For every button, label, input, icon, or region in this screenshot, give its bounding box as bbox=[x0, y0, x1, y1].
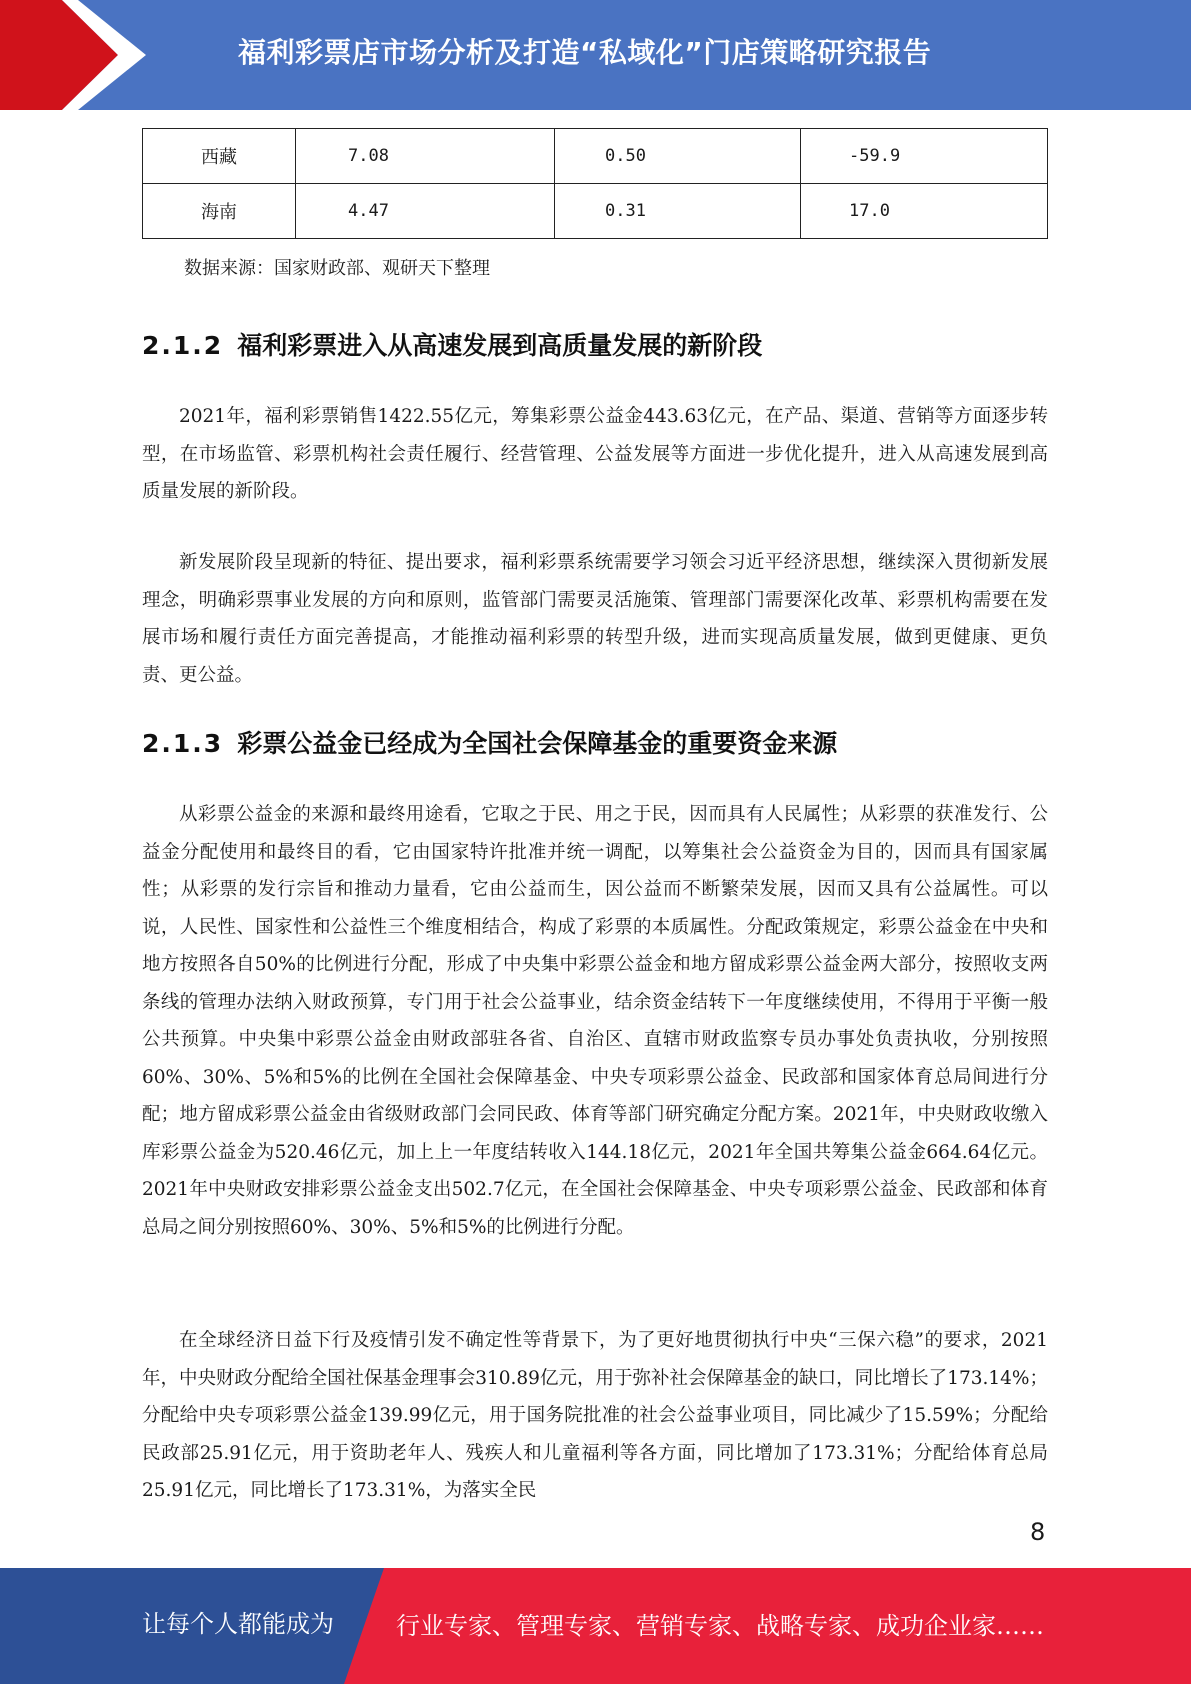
table-cell: 4.47 bbox=[296, 184, 555, 239]
data-source-note: 数据来源：国家财政部、观研天下整理 bbox=[184, 258, 490, 279]
page-header bbox=[0, 0, 1191, 110]
table-cell-region: 海南 bbox=[143, 184, 296, 239]
header-red-arrow bbox=[0, 0, 160, 110]
table-row bbox=[143, 184, 1048, 239]
table-cell: -59.9 bbox=[801, 129, 1048, 184]
report-title: 福利彩票店市场分析及打造“私域化”门店策略研究报告 bbox=[238, 36, 932, 69]
section-heading-2-1-3 bbox=[142, 724, 837, 760]
table-cell-region: 西藏 bbox=[143, 129, 296, 184]
footer-slogan-right: 行业专家、管理专家、营销专家、战略专家、成功企业家…… bbox=[396, 1612, 1044, 1640]
table-cell: 17.0 bbox=[801, 184, 1048, 239]
paragraph: 新发展阶段呈现新的特征、提出要求，福利彩票系统需要学习领会习近平经济思想，继续深入贯彻新发展理念，明确彩票事业发展的方向和原则，监管部门需要灵活施策、管理部门需要深化改革、彩票机构需要在发展市场和履行责任方面完善提高，才能推动福利彩票的转型升级，进而实现高质量发展，做到更健康、更负责、更公益。 bbox=[142, 552, 1048, 686]
section-number: 2.1.3 bbox=[142, 729, 224, 758]
table-cell: 0.31 bbox=[555, 184, 801, 239]
section-number: 2.1.2 bbox=[142, 331, 224, 360]
paragraph: 从彩票公益金的来源和最终用途看，它取之于民、用之于民，因而具有人民属性；从彩票的获准发行、公益金分配使用和最终目的看，它由国家特许批准并统一调配，以筹集社会公益资金为目的，因而具有国家属性；从彩票的发行宗旨和推动力量看，它由公益而生，因公益而不断繁荣发展，因而又具有公益属性。可以说，人民性、国家性和公益性三个维度相结合，构成了彩票的本质属性。分配政策规定，彩票公益金在中央和地方按照各自50%的比例进行分配，形成了中央集中彩票公益金和地方留成彩票公益金两大部分，按照收支两条线的管理办法纳入财政预算，专门用于社会公益事业，结余资金结转下一年度继续使用，不得用于平衡一般公共预算。中央集中彩票公益金由财政部驻各省、自治区、直辖市财政监察专员办事处负责执收，分别按照60%、30%、5%和5%的比例在全国社会保障基金、中央专项彩票公益金、民政部和国家体育总局间进行分配；地方留成彩票公益金由省级财政部门会同民政、体育等部门研究确定分配方案。2021年，中央财政收缴入库彩票公益金为520.46亿元，加上上一年度结转收入144.18亿元，2021年全国共筹集公益金664.64亿元。2021年中央财政安排彩票公益金支出502.7亿元，在全国社会保障基金、中央专项彩票公益金、民政部和体育总局之间分别按照60%、30%、5%和5%的比例进行分配。 bbox=[142, 804, 1048, 1238]
section-title: 福利彩票进入从高速发展到高质量发展的新阶段 bbox=[237, 331, 763, 360]
section-heading-2-1-2 bbox=[142, 326, 762, 362]
page-footer bbox=[0, 1568, 1191, 1684]
table-cell: 7.08 bbox=[296, 129, 555, 184]
data-table bbox=[142, 128, 1048, 239]
table-cell: 0.50 bbox=[555, 129, 801, 184]
paragraph: 在全球经济日益下行及疫情引发不确定性等背景下，为了更好地贯彻执行中央“三保六稳”的要求，2021年，中央财政分配给全国社保基金理事会310.89亿元，用于弥补社会保障基金的缺口，同比增长了173.14%；分配给中央专项彩票公益金139.99亿元，用于国务院批准的社会公益事业项目，同比减少了15.59%；分配给民政部25.91亿元，用于资助老年人、残疾人和儿童福利等各方面，同比增加了173.31%；分配给体育总局25.91亿元，同比增长了173.31%，为落实全民 bbox=[142, 1330, 1048, 1501]
paragraph: 2021年，福利彩票销售1422.55亿元，筹集彩票公益金443.63亿元，在产品、渠道、营销等方面逐步转型，在市场监管、彩票机构社会责任履行、经营管理、公益发展等方面进一步优化提升，进入从高速发展到高质量发展的新阶段。 bbox=[142, 406, 1048, 502]
page-number: 8 bbox=[1030, 1518, 1046, 1546]
table-row bbox=[143, 129, 1048, 184]
footer-slogan-left: 让每个人都能成为 bbox=[142, 1610, 334, 1638]
section-title: 彩票公益金已经成为全国社会保障基金的重要资金来源 bbox=[237, 729, 838, 758]
